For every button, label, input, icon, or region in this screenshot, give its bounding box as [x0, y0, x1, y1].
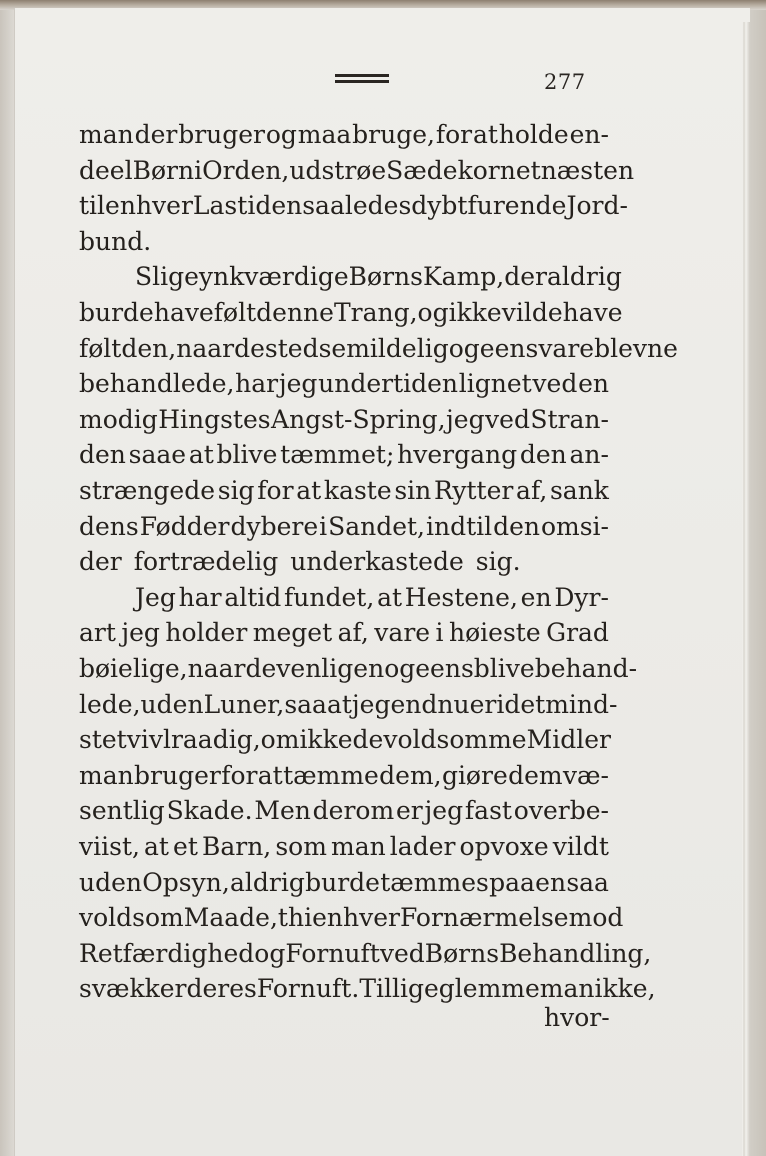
text-line: dens Fødder dybere i Sandet, indtil den omsi- — [79, 511, 609, 541]
text-line: bund. — [79, 226, 152, 256]
text-line: modig Hingstes Angst-Spring, jeg ved Stran- — [79, 404, 609, 434]
text-line: behandlede, har jeg undertiden lignet ved en — [79, 369, 609, 399]
page-number: 277 — [544, 70, 586, 94]
text-line: strængede sig for at kaste sin Rytter af, sank — [79, 476, 609, 505]
text-line: lede, uden Luner, saa at jeg endnu er i det mind- — [79, 689, 618, 719]
text-line: uden Opsyn, aldrig burde tæmmes paa en saa — [79, 867, 609, 897]
text-line: man der bruger og maa bruge, for at holde en- — [79, 120, 609, 149]
text-line: deel Børn i Orden, udstrøe Sædekornet næsten — [79, 155, 635, 185]
text-line: svækker deres Fornuft. Tillige glemme man ikke, — [79, 974, 656, 1004]
page-right-edge — [742, 22, 750, 1156]
text-line: voldsom Maade, thi enhver Fornærmelse mod — [79, 903, 624, 933]
text-line: der fortrædelig underkastede sig. — [79, 547, 521, 577]
text-line: ste tvivlraadig, om ikke de voldsomme Midler — [79, 725, 611, 755]
text-line: sentlig Skade. Men derom er jeg fast overbe- — [79, 796, 609, 826]
text-line: Slige ynkværdige Børns Kamp, der aldrig — [135, 262, 622, 292]
text-line: Jeg har altid fundet, at Hestene, en Dyr- — [135, 582, 609, 612]
text-line: viist, at et Barn, som man lader opvoxe vildt — [79, 832, 609, 861]
text-line: art jeg holder meget af, vare i høieste Grad — [79, 618, 609, 648]
header-ornament-rule — [335, 74, 389, 83]
text-line: til enhver Last i den saaledes dybt furende Jord- — [79, 191, 628, 221]
text-line: man bruger for at tæmme dem, giøre dem væ- — [79, 760, 609, 790]
text-line: Retfærdighed og Fornuft ved Børns Behandling, — [79, 938, 652, 968]
catchword: hvor- — [544, 1003, 610, 1032]
text-line: burde have følt denne Trang, og ikke vilde have — [79, 298, 623, 327]
text-line: den saae at blive tæmmet; hvergang den an- — [79, 440, 609, 470]
text-line: bøielige, naar de venligen og eens blive behand- — [79, 654, 638, 683]
text-line: følt den, naar de stedse mildelig og eens vare blevne — [79, 333, 678, 363]
